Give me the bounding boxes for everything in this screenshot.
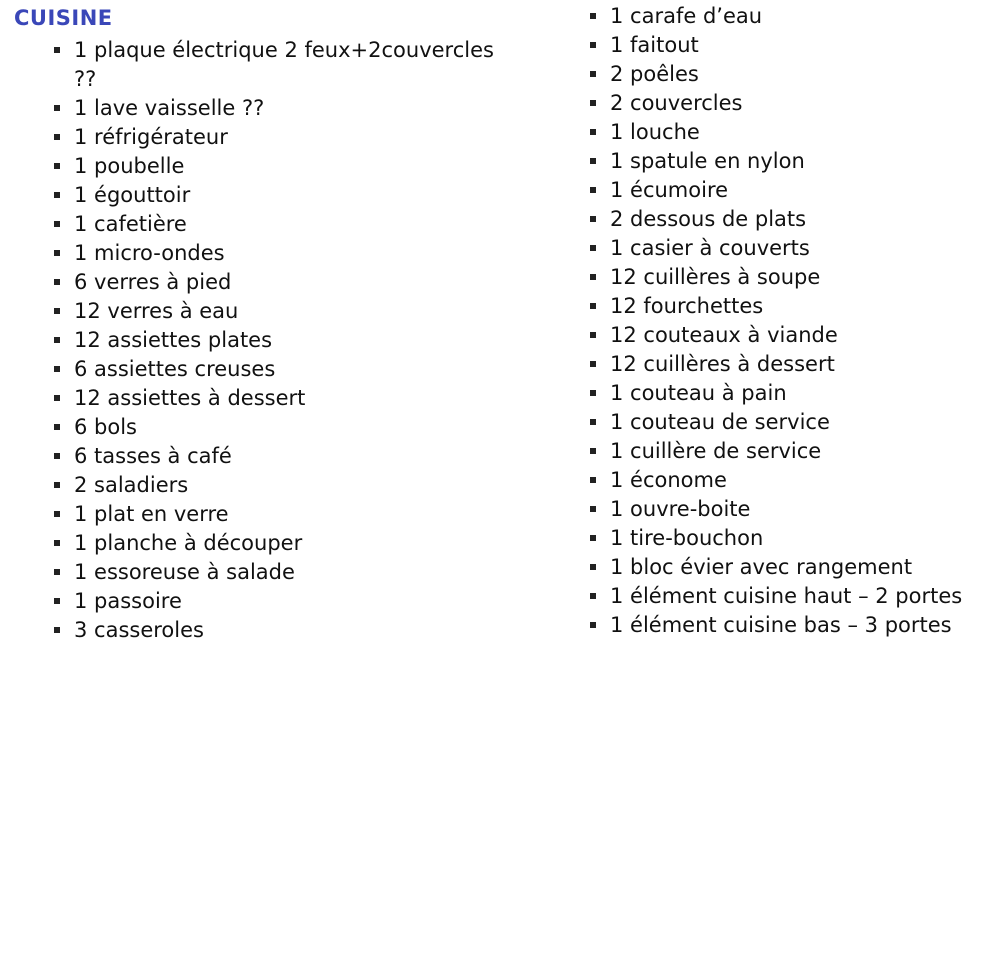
list-item-label: 12 cuillères à soupe (610, 265, 821, 289)
list-item (34, 94, 520, 123)
square-bullet-icon (54, 192, 60, 198)
list-item-label: 1 poubelle (74, 154, 185, 178)
list-item (570, 437, 1000, 466)
list-item (570, 176, 1000, 205)
list-item (34, 471, 520, 500)
list-item (570, 495, 1000, 524)
square-bullet-icon (590, 564, 596, 570)
square-bullet-icon (54, 598, 60, 604)
list-item-label: 12 assiettes plates (74, 328, 273, 352)
list-item-label: 1 égouttoir (74, 183, 191, 207)
list-item-label: 1 écumoire (610, 178, 729, 202)
list-item-label: 1 ouvre-boite (610, 497, 751, 521)
square-bullet-icon (590, 100, 596, 106)
list-item-label: 1 élément cuisine bas – 3 portes (610, 613, 952, 637)
list-item (570, 350, 1000, 379)
square-bullet-icon (590, 593, 596, 599)
list-item (570, 292, 1000, 321)
list-item (570, 582, 1000, 611)
square-bullet-icon (590, 622, 596, 628)
list-item-label: 2 dessous de plats (610, 207, 807, 231)
square-bullet-icon (54, 105, 60, 111)
list-item (34, 181, 520, 210)
square-bullet-icon (54, 366, 60, 372)
square-bullet-icon (54, 540, 60, 546)
square-bullet-icon (590, 477, 596, 483)
list-item (34, 500, 520, 529)
square-bullet-icon (54, 221, 60, 227)
square-bullet-icon (54, 47, 60, 53)
list-item (570, 147, 1000, 176)
list-item (34, 123, 520, 152)
list-item-label: 1 louche (610, 120, 700, 144)
list-item-label: 6 bols (74, 415, 137, 439)
square-bullet-icon (590, 71, 596, 77)
list-item (570, 205, 1000, 234)
list-item (34, 239, 520, 268)
list-item-label: 12 cuillères à dessert (610, 352, 835, 376)
list-item-label: 1 couteau à pain (610, 381, 787, 405)
list-item (570, 611, 1000, 640)
list-item (570, 60, 1000, 89)
list-item-label: 1 couteau de service (610, 410, 830, 434)
square-bullet-icon (590, 332, 596, 338)
list-item (570, 553, 1000, 582)
list-item-label: 6 verres à pied (74, 270, 232, 294)
list-item (570, 31, 1000, 60)
square-bullet-icon (54, 511, 60, 517)
list-item-label: 2 poêles (610, 62, 699, 86)
list-item-label: 1 faitout (610, 33, 699, 57)
list-item-label: 1 tire-bouchon (610, 526, 764, 550)
square-bullet-icon (54, 453, 60, 459)
square-bullet-icon (590, 129, 596, 135)
list-item (34, 384, 520, 413)
square-bullet-icon (54, 279, 60, 285)
square-bullet-icon (54, 569, 60, 575)
square-bullet-icon (54, 250, 60, 256)
list-item-label: 12 assiettes à dessert (74, 386, 306, 410)
list-item (34, 210, 520, 239)
square-bullet-icon (54, 134, 60, 140)
square-bullet-icon (590, 448, 596, 454)
list-item-label: 1 plaque électrique 2 feux+2couvercles ?? (74, 38, 501, 91)
list-item-label: 1 lave vaisselle ?? (74, 96, 265, 120)
square-bullet-icon (590, 245, 596, 251)
page-title: CUISINE (14, 6, 113, 30)
square-bullet-icon (54, 308, 60, 314)
square-bullet-icon (590, 361, 596, 367)
list-item (34, 616, 520, 645)
list-item-label: 12 verres à eau (74, 299, 239, 323)
list-item-label: 12 couteaux à viande (610, 323, 838, 347)
list-item (570, 524, 1000, 553)
square-bullet-icon (54, 482, 60, 488)
list-item (34, 558, 520, 587)
square-bullet-icon (54, 424, 60, 430)
list-item (570, 89, 1000, 118)
list-item (570, 118, 1000, 147)
list-item (34, 326, 520, 355)
square-bullet-icon (54, 395, 60, 401)
square-bullet-icon (54, 163, 60, 169)
square-bullet-icon (590, 274, 596, 280)
square-bullet-icon (54, 627, 60, 633)
list-item-label: 1 réfrigérateur (74, 125, 228, 149)
square-bullet-icon (590, 13, 596, 19)
list-item-label: 6 tasses à café (74, 444, 232, 468)
list-item-label: 1 économe (610, 468, 727, 492)
list-item (570, 321, 1000, 350)
list-item-label: 1 spatule en nylon (610, 149, 805, 173)
list-item (34, 355, 520, 384)
kitchen-inventory-list-left (34, 36, 520, 645)
list-item (34, 268, 520, 297)
list-item-label: 1 cuillère de service (610, 439, 822, 463)
list-item (570, 2, 1000, 31)
list-item (570, 234, 1000, 263)
list-item (34, 152, 520, 181)
kitchen-inventory-list-right (570, 2, 1000, 640)
list-item-label: 12 fourchettes (610, 294, 764, 318)
square-bullet-icon (590, 216, 596, 222)
list-item (34, 36, 520, 94)
list-item-label: 1 essoreuse à salade (74, 560, 295, 584)
list-item-label: 1 carafe d’eau (610, 4, 763, 28)
left-column (0, 0, 520, 645)
square-bullet-icon (590, 390, 596, 396)
list-item-label: 1 plat en verre (74, 502, 229, 526)
list-item (570, 408, 1000, 437)
list-item-label: 1 passoire (74, 589, 182, 613)
list-item (570, 379, 1000, 408)
list-item-label: 1 planche à découper (74, 531, 303, 555)
list-item-label: 2 couvercles (610, 91, 743, 115)
list-item-label: 3 casseroles (74, 618, 204, 642)
list-item-label: 1 bloc évier avec rangement (610, 555, 913, 579)
square-bullet-icon (590, 303, 596, 309)
square-bullet-icon (590, 42, 596, 48)
list-item-label: 1 élément cuisine haut – 2 portes (610, 584, 963, 608)
list-item (34, 442, 520, 471)
square-bullet-icon (590, 506, 596, 512)
square-bullet-icon (590, 158, 596, 164)
list-item-label: 2 saladiers (74, 473, 189, 497)
list-item (34, 297, 520, 326)
square-bullet-icon (590, 187, 596, 193)
square-bullet-icon (590, 535, 596, 541)
list-item (570, 466, 1000, 495)
list-item-label: 1 cafetière (74, 212, 187, 236)
list-item (34, 587, 520, 616)
list-item (34, 529, 520, 558)
list-item-label: 1 micro-ondes (74, 241, 225, 265)
list-item (570, 263, 1000, 292)
square-bullet-icon (590, 419, 596, 425)
list-item-label: 6 assiettes creuses (74, 357, 276, 381)
square-bullet-icon (54, 337, 60, 343)
list-item (34, 413, 520, 442)
right-column (520, 0, 1000, 645)
list-item-label: 1 casier à couverts (610, 236, 810, 260)
